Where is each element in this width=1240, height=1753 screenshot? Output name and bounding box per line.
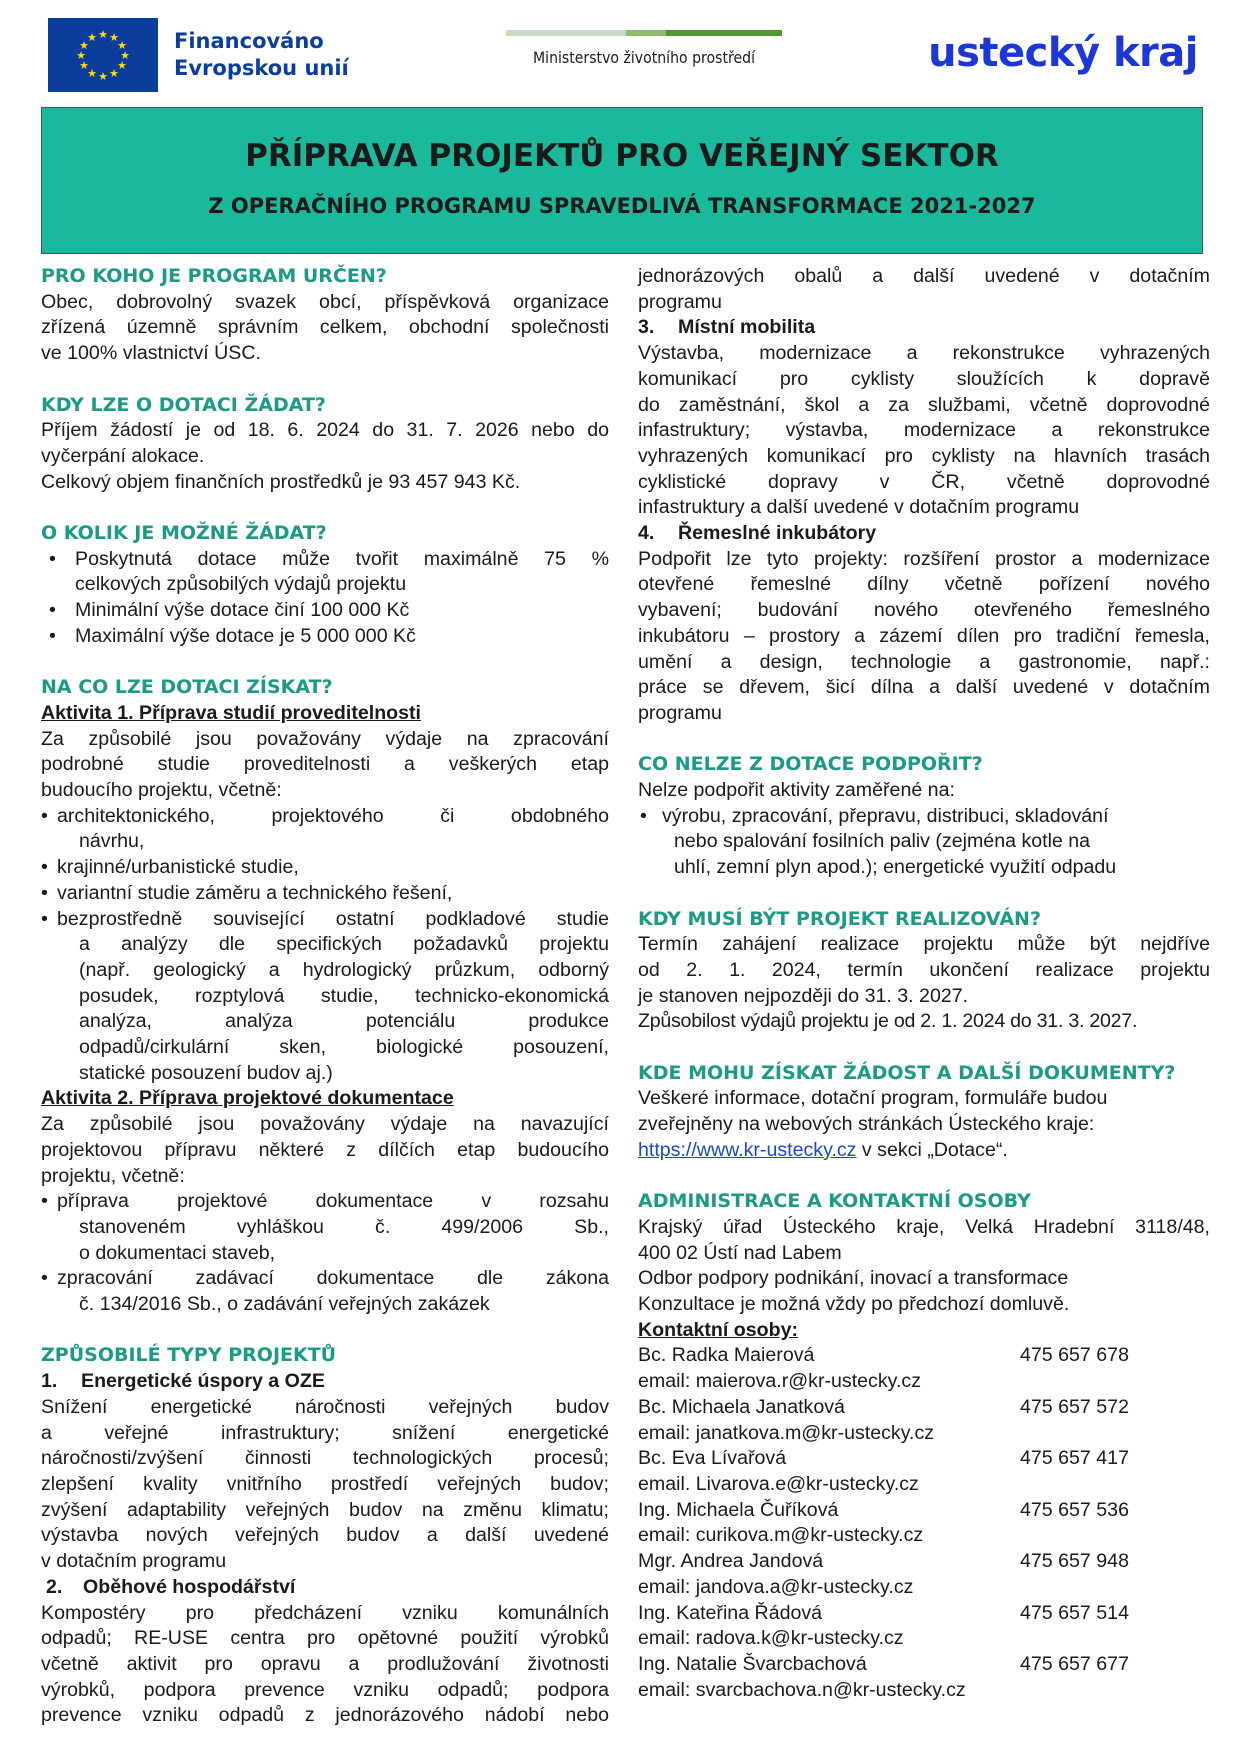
text-line: projektovou přípravu některé z dílčích etap budoucího xyxy=(41,1138,609,1161)
eu-text-line1: Financováno xyxy=(174,29,324,53)
text-line: Za způsobilé jsou považovány výdaje na zpracování xyxy=(41,727,609,750)
project-type-2-title xyxy=(41,1575,609,1601)
activity-1-title: Aktivita 1. Příprava studií proveditelnosti xyxy=(41,701,422,724)
bullet-item xyxy=(41,907,609,1087)
left-column xyxy=(41,264,609,1729)
contact-name: Mgr. Andrea Jandová xyxy=(638,1550,824,1573)
svg-text:★: ★ xyxy=(120,50,130,62)
text-line: podrobné studie proveditelnosti a veškerých etap xyxy=(41,753,609,776)
svg-text:★: ★ xyxy=(117,40,127,52)
text-line: a analýzy dle specifických požadavků projektu xyxy=(79,933,609,956)
text-line: programu xyxy=(638,701,722,724)
text-line: výrobků, podpora prevence vzniku odpadů; podpora xyxy=(41,1678,609,1701)
project-type-1-title xyxy=(41,1369,609,1395)
text-line: Veškeré informace, dotační program, formuláře budou xyxy=(638,1087,1108,1110)
bullet-item xyxy=(41,1189,609,1266)
text-line: Krajský úřad Ústeckého kraje, Velká Hradební 3118/48, xyxy=(638,1215,1210,1238)
bullet-icon: • xyxy=(49,599,56,622)
svg-text:★: ★ xyxy=(87,68,97,80)
text-line: zvýšení adaptability veřejných budov na změnu klimatu; xyxy=(41,1498,609,1521)
title-banner xyxy=(41,107,1203,254)
contact-phone: 475 657 572 xyxy=(1020,1395,1129,1418)
contact-row xyxy=(638,1601,1210,1627)
type-title: Oběhové hospodářství xyxy=(83,1575,296,1598)
contact-name: Bc. Radka Maierová xyxy=(638,1344,815,1367)
contact-email: email: jandova.a@kr-ustecky.cz xyxy=(638,1575,914,1598)
website-link[interactable]: https://www.kr-ustecky.cz xyxy=(638,1138,857,1161)
text-line: otevřené řemeslné dílny včetně pořízení nového xyxy=(638,573,1210,596)
text-line: Nelze podpořit aktivity zaměřené na: xyxy=(638,779,955,802)
bullet-icon: • xyxy=(49,547,56,570)
text-line: variantní studie záměru a technického řešení, xyxy=(57,881,453,904)
type-title: Energetické úspory a OZE xyxy=(81,1370,325,1393)
contact-row xyxy=(638,1498,1210,1524)
text-line: příprava projektové dokumentace v rozsahu xyxy=(57,1190,609,1213)
bullet-icon: • xyxy=(41,804,48,827)
contact-row xyxy=(638,1343,1210,1369)
text-line: statické posouzení budov aj.) xyxy=(79,1061,333,1084)
bullet-item xyxy=(638,804,1210,881)
bullet-icon: • xyxy=(49,624,56,647)
contact-phone: 475 657 536 xyxy=(1020,1498,1129,1521)
contact-email: email: svarcbachova.n@kr-ustecky.cz xyxy=(638,1678,966,1701)
activity-2-title: Aktivita 2. Příprava projektové dokumentace xyxy=(41,1087,454,1110)
text-line: zpracování zadávací dokumentace dle zákona xyxy=(57,1267,609,1290)
heading-when: KDY LZE O DOTACI ŽÁDAT? xyxy=(41,393,326,416)
text-line: výstavba nových veřejných budov a další uvedené xyxy=(41,1524,609,1547)
text-line: jednorázových obalů a další uvedené v dotačním xyxy=(638,265,1210,287)
eu-flag-icon xyxy=(48,18,158,92)
text-line: projektu, včetně: xyxy=(41,1164,185,1187)
heading-documents: KDE MOHU ZÍSKAT ŽÁDOST A DALŠÍ DOKUMENTY? xyxy=(638,1061,1176,1084)
text-line: prevence vzniku odpadů z jednorázového nádobí nebo xyxy=(41,1704,609,1727)
number-label: 1. xyxy=(41,1370,58,1393)
contact-email: email: janatkova.m@kr-ustecky.cz xyxy=(638,1421,935,1444)
type-title: Místní mobilita xyxy=(678,316,816,339)
heading-project-types: ZPŮSOBILÉ TYPY PROJEKTŮ xyxy=(41,1344,337,1367)
text-line: Způsobilost výdajů projektu je od 2. 1. 2024 do 31. 3. 2027. xyxy=(638,1010,1138,1033)
text-line: budoucího projektu, včetně: xyxy=(41,779,282,802)
text-line: vyčerpání alokace. xyxy=(41,444,205,467)
text-line: zlepšení kvality vnitřního prostředí veřejných budov; xyxy=(41,1472,609,1495)
bullet-icon: • xyxy=(41,881,48,904)
bullet-item xyxy=(41,598,609,624)
text-line: č. 134/2016 Sb., o zadávání veřejných zakázek xyxy=(79,1293,490,1316)
contact-name: Ing. Natalie Švarcbachová xyxy=(638,1652,867,1675)
docs-link-line xyxy=(638,1138,1210,1164)
contact-phone: 475 657 948 xyxy=(1020,1550,1129,1573)
text-line: Minimální výše dotace činí 100 000 Kč xyxy=(75,599,410,622)
bullet-item xyxy=(41,804,609,855)
text-line: uhlí, zemní plyn apod.); energetické využití odpadu xyxy=(674,856,1117,879)
svg-text:★: ★ xyxy=(79,60,89,72)
svg-text:★: ★ xyxy=(98,29,108,41)
text-line: analýza, analýza potenciálu produkce xyxy=(79,1010,609,1033)
bullet-icon: • xyxy=(41,907,48,930)
text-line: inkubátoru – prostory a zázemí dílen pro tradiční řemesla, xyxy=(638,624,1210,647)
heading-who: PRO KOHO JE PROGRAM URČEN? xyxy=(41,265,387,287)
text-line: programu xyxy=(638,290,722,313)
contact-row xyxy=(638,1395,1210,1421)
contact-phone: 475 657 678 xyxy=(1020,1344,1129,1367)
type-title: Řemeslné inkubátory xyxy=(678,522,877,545)
text-line: Maximální výše dotace je 5 000 000 Kč xyxy=(75,624,416,647)
text-line: infastruktury a další uvedené v dotačním programu xyxy=(638,496,1080,519)
text-line: zřízená územně správním celkem, obchodní společnosti xyxy=(41,316,609,339)
text-line: od 2. 1. 2024, termín ukončení realizace projektu xyxy=(638,958,1210,981)
mzp-logo-text: Ministerstvo životního prostředí xyxy=(533,48,755,67)
contact-name: Bc. Eva Lívařová xyxy=(638,1447,787,1470)
text-line: architektonického, projektového či obdobného xyxy=(57,804,609,827)
text-line: Výstavba, modernizace a rekonstrukce vyhrazených xyxy=(638,342,1210,365)
text-line: Podpořit lze tyto projekty: rozšíření prostor a modernizace xyxy=(638,547,1210,570)
text-line: návrhu, xyxy=(79,830,145,853)
mzp-color-bar xyxy=(506,30,782,36)
contact-phone: 475 657 677 xyxy=(1020,1652,1129,1675)
text-line: 400 02 Ústí nad Labem xyxy=(638,1241,842,1264)
text-line: posudek, rozptylová studie, technicko-ekonomická xyxy=(79,984,609,1007)
text-line: výrobu, zpracování, přepravu, distribuci, skladování xyxy=(662,804,1109,827)
text-line: nebo spalování fosilních paliv (zejména kotle na xyxy=(674,830,1091,853)
page-subtitle: Z OPERAČNÍHO PROGRAMU SPRAVEDLIVÁ TRANSFORMACE 2021-2027 xyxy=(208,194,1036,218)
contact-email: email: curikova.m@kr-ustecky.cz xyxy=(638,1524,924,1547)
text-line: v sekci „Dotace“. xyxy=(856,1138,1008,1161)
page-title: PŘÍPRAVA PROJEKTŮ PRO VEŘEJNÝ SEKTOR xyxy=(245,138,999,174)
project-type-3-title xyxy=(638,315,1210,341)
heading-realization: KDY MUSÍ BÝT PROJEKT REALIZOVÁN? xyxy=(638,907,1041,930)
text-line: vyhrazených komunikací pro cyklisty na hlavních trasách xyxy=(638,444,1210,467)
text-line: Konzultace je možná vždy po předchozí domluvě. xyxy=(638,1293,1070,1316)
text-line: a veřejné infrastruktury; snížení energetické xyxy=(41,1421,609,1444)
number-label: 2. xyxy=(46,1575,63,1598)
svg-text:★: ★ xyxy=(98,71,108,83)
text-line: Poskytnutá dotace může tvořit maximálně 75 % xyxy=(75,547,609,570)
project-type-4-title xyxy=(638,521,1210,547)
logo-bar xyxy=(48,18,1202,94)
text-line: Příjem žádostí je od 18. 6. 2024 do 31. 7. 2026 nebo do xyxy=(41,419,609,442)
bullet-item xyxy=(41,881,609,907)
text-line: odpadů; RE-USE centra pro opětovné použití výrobků xyxy=(41,1627,609,1650)
text-line: do zaměstnání, škol a za službami, včetně doprovodné xyxy=(638,393,1210,416)
eu-text-line2: Evropskou unií xyxy=(174,56,349,80)
bullet-item xyxy=(41,624,609,650)
contact-row xyxy=(638,1549,1210,1575)
eu-logo xyxy=(48,18,349,92)
text-line: (např. geologický a hydrologický průzkum, odborný xyxy=(79,958,609,981)
text-line: ve 100% vlastnictví ÚSC. xyxy=(41,342,261,365)
bullet-item xyxy=(41,547,609,598)
bullet-icon: • xyxy=(640,804,647,827)
bullet-icon: • xyxy=(41,1190,48,1213)
contact-phone: 475 657 417 xyxy=(1020,1447,1129,1470)
contact-name: Ing. Michaela Čuříková xyxy=(638,1498,839,1521)
bullet-item xyxy=(41,855,609,881)
number-label: 3. xyxy=(638,316,655,339)
text-line: Obec, dobrovolný svazek obcí, příspěvková organizace xyxy=(41,290,609,313)
text-line: v dotačním programu xyxy=(41,1550,227,1573)
number-label: 4. xyxy=(638,522,655,545)
contact-email: email: maierova.r@kr-ustecky.cz xyxy=(638,1370,922,1393)
svg-text:★: ★ xyxy=(79,40,89,52)
text-line: stanoveném vyhláškou č. 499/2006 Sb., xyxy=(79,1215,609,1238)
contacts-title: Kontaktní osoby: xyxy=(638,1318,799,1341)
bullet-icon: • xyxy=(41,856,48,879)
text-line: náročnosti/zvýšení činnosti technologických procesů; xyxy=(41,1447,609,1470)
text-line: krajinné/urbanistické studie, xyxy=(57,856,299,879)
svg-text:★: ★ xyxy=(109,32,119,44)
bullet-icon: • xyxy=(41,1267,48,1290)
heading-not-supported: CO NELZE Z DOTACE PODPOŘIT? xyxy=(638,753,983,776)
contact-email: email: radova.k@kr-ustecky.cz xyxy=(638,1627,904,1650)
contact-phone: 475 657 514 xyxy=(1020,1601,1129,1624)
contact-name: Bc. Michaela Janatková xyxy=(638,1395,845,1418)
text-line: umění a design, technologie a gastronomie, např.: xyxy=(638,650,1210,673)
ustecky-kraj-logo: ustecký kraj xyxy=(928,30,1198,76)
svg-text:★: ★ xyxy=(117,60,127,72)
svg-text:★: ★ xyxy=(76,50,86,62)
text-line: Odbor podpory podnikání, inovací a transformace xyxy=(638,1267,1069,1290)
svg-text:★: ★ xyxy=(109,68,119,80)
text-line: celkových způsobilých výdajů projektu xyxy=(75,573,407,596)
right-column xyxy=(638,264,1210,1703)
mzp-logo xyxy=(506,30,782,67)
text-line: je stanoven nejpozději do 31. 3. 2027. xyxy=(638,984,969,1007)
text-line: Kompostéry pro předcházení vzniku komunálních xyxy=(41,1601,609,1624)
text-line: práce se dřevem, šicí dílna a další uvedené v dotačním xyxy=(638,676,1210,699)
text-line: vybavení; budování nového otevřeného řemeslného xyxy=(638,599,1210,622)
text-line: Celkový objem finančních prostředků je 93 457 943 Kč. xyxy=(41,470,521,493)
eu-logo-text xyxy=(174,28,349,82)
text-line: Snížení energetické náročnosti veřejných budov xyxy=(41,1395,609,1418)
text-line: Termín zahájení realizace projektu může být nejdříve xyxy=(638,933,1210,956)
text-line: infastruktury; výstavba, modernizace a rekonstrukce xyxy=(638,419,1210,442)
heading-administration: ADMINISTRACE A KONTAKTNÍ OSOBY xyxy=(638,1190,1031,1213)
svg-text:★: ★ xyxy=(87,32,97,44)
text-line: cyklistické dopravy v ČR, včetně doprovodné xyxy=(638,470,1210,493)
text-line: o dokumentaci staveb, xyxy=(79,1241,276,1264)
text-line: Za způsobilé jsou považovány výdaje na navazující xyxy=(41,1113,609,1136)
contact-name: Ing. Kateřina Řádová xyxy=(638,1601,823,1624)
text-line: včetně aktivit pro opravu a prodlužování životnosti xyxy=(41,1652,609,1675)
text-line: bezprostředně související ostatní podkladové studie xyxy=(57,907,609,930)
heading-how-much: O KOLIK JE MOŽNÉ ŽÁDAT? xyxy=(41,522,327,544)
contact-email: email. Livarova.e@kr-ustecky.cz xyxy=(638,1472,919,1495)
contact-row xyxy=(638,1652,1210,1678)
text-line: komunikací pro cyklisty sloužících k dopravě xyxy=(638,367,1210,390)
contact-row xyxy=(638,1446,1210,1472)
text-line: odpadů/cirkulární sken, biologické posouzení, xyxy=(79,1036,609,1059)
bullet-item xyxy=(41,1266,609,1317)
heading-what: NA CO LZE DOTACI ZÍSKAT? xyxy=(41,676,333,699)
text-line: zveřejněny na webových stránkách Ústeckého kraje: xyxy=(638,1113,1095,1136)
